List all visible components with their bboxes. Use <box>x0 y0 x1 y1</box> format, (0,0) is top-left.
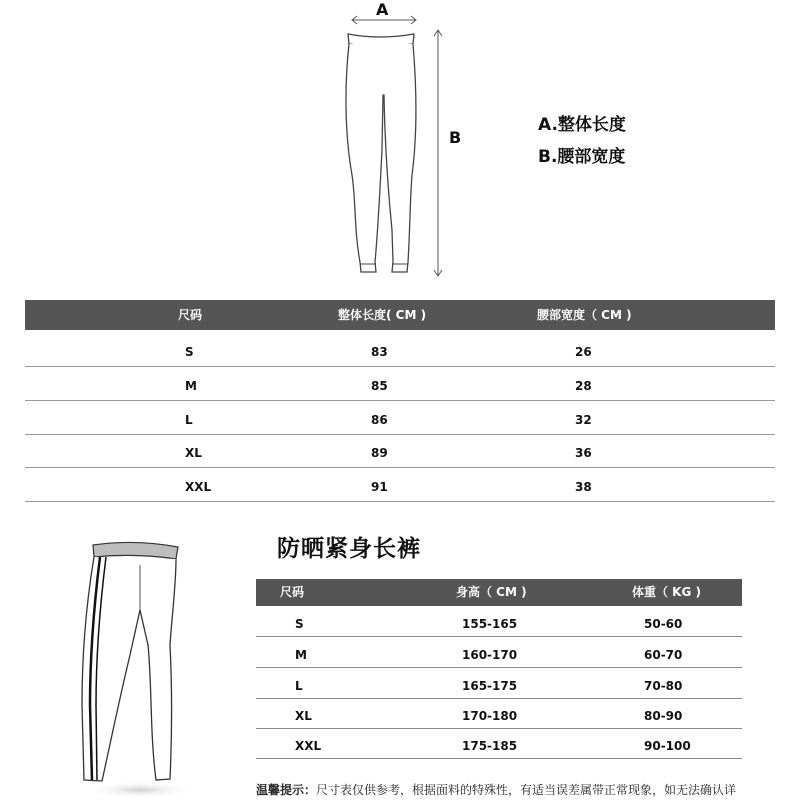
header-waist: 腰部宽度（ CM ) <box>537 308 632 322</box>
table-row <box>25 468 775 502</box>
cell-size: S <box>295 617 304 631</box>
cell-size: M <box>295 648 307 662</box>
cell-length: 86 <box>371 413 388 427</box>
cell-height: 165-175 <box>462 679 518 693</box>
cell-waist: 38 <box>575 480 592 494</box>
header-length: 整体长度( CM ) <box>338 308 427 322</box>
table-row <box>256 637 742 668</box>
cell-height: 170-180 <box>462 709 518 723</box>
header-height: 身高（ CM ) <box>456 585 527 599</box>
cell-size: L <box>295 679 303 693</box>
cell-weight: 70-80 <box>644 679 683 693</box>
table-row <box>256 668 742 699</box>
product-title: 防晒紧身长裤 <box>277 536 421 562</box>
cell-height: 175-185 <box>462 739 518 753</box>
cell-size: S <box>185 345 194 359</box>
header-weight: 体重（ KG ) <box>632 585 701 599</box>
cell-waist: 32 <box>575 413 592 427</box>
table-row <box>25 401 775 435</box>
cell-length: 91 <box>371 480 388 494</box>
cell-height: 160-170 <box>462 648 518 662</box>
cell-weight: 50-60 <box>644 617 683 631</box>
cell-size: XL <box>185 446 202 460</box>
dimension-label-a: A <box>376 0 389 19</box>
cell-size: XL <box>295 709 312 723</box>
table-row <box>25 434 775 468</box>
dimension-label-b: B <box>449 128 462 147</box>
tip-label: 温馨提示： <box>256 783 317 797</box>
cell-waist: 26 <box>575 345 592 359</box>
cell-length: 83 <box>371 345 388 359</box>
fit-table-header <box>256 579 742 606</box>
table-row <box>256 728 742 759</box>
leggings-side-illustration <box>60 535 210 800</box>
table-row <box>256 698 742 729</box>
cell-weight: 60-70 <box>644 648 683 662</box>
cell-size: M <box>185 379 197 393</box>
cell-length: 85 <box>371 379 388 393</box>
cell-height: 155-165 <box>462 617 518 631</box>
cell-weight: 80-90 <box>644 709 683 723</box>
tip-text: 尺寸表仅供参考，根据面料的特殊性，有适当误差属带正常现象，如无法确认详 <box>316 783 737 797</box>
cell-size: L <box>185 413 193 427</box>
cell-size: XXL <box>185 480 212 494</box>
legend-overall-length: A.整体长度 <box>538 115 626 135</box>
table-row <box>25 367 775 401</box>
legend-waist-width: B.腰部宽度 <box>538 147 626 167</box>
cell-length: 89 <box>371 446 388 460</box>
table-row <box>25 333 775 367</box>
cell-size: XXL <box>295 739 322 753</box>
size-table-header <box>25 300 775 330</box>
size-tip <box>256 781 736 798</box>
cell-weight: 90-100 <box>644 739 691 753</box>
header-size: 尺码 <box>178 308 203 322</box>
table-row <box>256 606 742 637</box>
cell-waist: 36 <box>575 446 592 460</box>
header-size: 尺码 <box>280 585 305 599</box>
cell-waist: 28 <box>575 379 592 393</box>
